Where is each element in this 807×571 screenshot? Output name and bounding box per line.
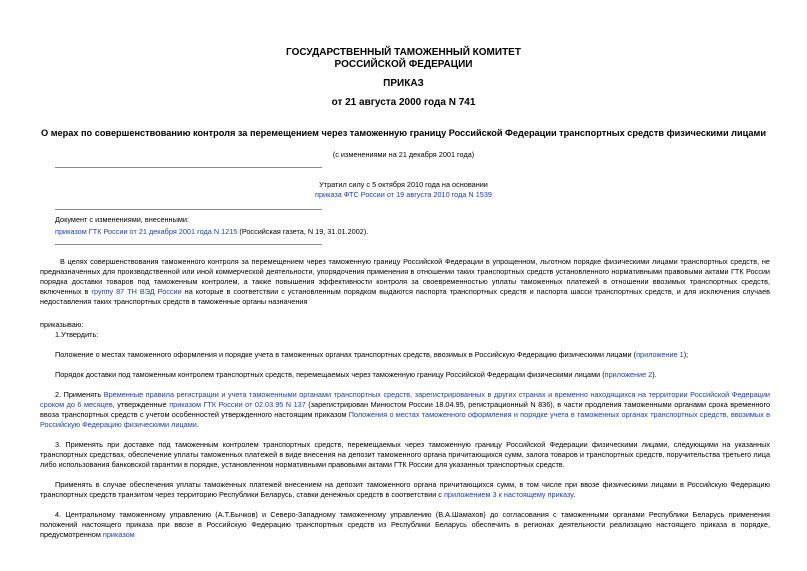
- tnved-group-link[interactable]: группу 87 ТН ВЭД России: [91, 287, 182, 296]
- preamble-paragraph: В целях совершенствования таможенного контроля за перемещением через таможенную границу Российской Федерации в упрощенном, льготном порядке физическими лицами транспортных средств, не предназначенных для производственной или иной коммерческой деятельности, упорядочения применения в отношении таких транспортных средств установленного нормативными правовыми актами ГТК России порядка доставки товаров под таможенным контролем, а также повышения эффективности контроля за своевременностью уплаты таможенных платежей в отношении ввозимых транспортных средств, включенных в группу 87 ТН ВЭД России на которые в соответствии с установленным порядком выдаются паспорта транспортных средств и паспорта шасси транспортных средств, и для исключения случаев недоставления таких транспортных средств в таможенные органы назначения: [40, 257, 771, 306]
- item1-heading: 1.Утвердить:: [55, 330, 99, 339]
- changes-line: [55, 227, 755, 237]
- amending-order-link[interactable]: приказом ГТК России от 21 декабря 2001 года N 1215: [55, 227, 238, 236]
- divider-bottom: [55, 244, 322, 245]
- item1-position-b: Порядок доставки под таможенным контролем транспортных средств, перемещаемых через таможенную границу Российской Федерации физическими лицами (приложение 2).: [55, 370, 657, 379]
- regulation-link[interactable]: Положения о местах таможенного оформления и порядке учета в таможенных органах транспортных средств, ввозимых в Российскую Федерацию физическими лицами: [40, 410, 770, 429]
- item3-paragraph: 3. Применять при доставке под таможенным контролем транспортных средств, перемещаемых через таможенную границу Российской Федерации физическими лицами, следующими на указанных транспортных средствах, обеспечение уплаты таможенных платежей в виде внесения на депозит таможенного органа причитающихся сумм, залога товаров и транспортных средств, поручительства третьего лица либо использования банковской гарантии в порядке, установленном нормативными правовыми актами ГТК России для указанных транспортных средств.: [40, 440, 770, 469]
- doc-date: от 21 августа 2000 года N 741: [331, 97, 476, 108]
- org-name-line1: ГОСУДАРСТВЕННЫЙ ТАМОЖЕННЫЙ КОМИТЕТ: [286, 47, 521, 58]
- divider-top: [55, 167, 322, 168]
- appendix3-link[interactable]: приложением 3 к настоящему приказу: [443, 490, 574, 499]
- repeal-order-link[interactable]: приказа ФТС России от 19 августа 2010 года N 1539: [315, 190, 492, 199]
- amending-order-source: (Российская газета, N 19, 31.01.2002).: [237, 227, 369, 236]
- item3-second-paragraph: Применять в случае обеспечения уплаты таможенных платежей внесением на депозит таможенного органа причитающихся сумм, в том числе при ввозе физическими лицами в Российскую Федерацию транспортных средств транзитом через территорию Республики Беларусь, ставки денежных средств в соответствии с приложением 3 к настоящему приказу.: [40, 480, 770, 499]
- item4-order-link[interactable]: приказом: [102, 530, 135, 539]
- doc-title: О мерах по совершенствованию контроля за перемещением через таможенную границу Российской Федерации транспортных средств физическими лицами: [41, 128, 766, 138]
- order-word: приказываю:: [40, 320, 84, 329]
- doc-type: ПРИКАЗ: [383, 78, 424, 89]
- repeal-note: Утратил силу с 5 октября 2010 года на основании: [319, 180, 488, 189]
- item2-paragraph: 2. Применять Временные правила регистрации и учета таможенными органами транспортных средств, зарегистрированных в других странах и временно находящихся на территории Российской Федерации сроком до 6 месяцев, утвержденные приказом ГТК России от 02.03.95 N 137 (зарегистрирован Минюстом России 18.04.95, регистрационный N 836), в части продления таможенными органами срока временного ввоза транспортных средств с учетом особенностей утвержденного настоящим приказом Положения о местах таможенного оформления и порядке учета в таможенных органах транспортных средств, ввозимых в Российскую Федерацию физическими лицами.: [40, 390, 771, 429]
- item1-position-a: Положение о местах таможенного оформления и порядке учета в таможенных органах транспортных средств, ввозимых в Российскую Федерацию физическими лицами (приложение 1);: [55, 350, 689, 359]
- amendment-note: (с изменениями на 21 декабря 2001 года): [332, 150, 475, 159]
- divider-middle: [55, 209, 322, 210]
- temporary-rules-link[interactable]: Временные правила регистрации и учета таможенными органами транспортных средств, зарегистрированных в других странах и временно находящихся на территории Российской Федерации сроком до 6 месяцев: [40, 390, 770, 409]
- item4-paragraph: 4. Центральному таможенному управлению (А.Т.Бычков) и Северо-Западному таможенному управлению (В.А.Шамахов) до согласования с таможенными органами Республики Беларусь применения положений настоящего приказа при ввозе в Российскую Федерацию транспортных средств из Республики Беларусь обеспечить в регионах деятельности реализацию настоящего приказа в порядке, предусмотренном приказом: [40, 510, 770, 539]
- appendix2-link[interactable]: приложение 2: [604, 370, 653, 379]
- order-137-link[interactable]: приказом ГТК России от 02.03.95 N 137: [169, 400, 306, 409]
- repeal-link-line: [0, 190, 807, 200]
- org-name-line2: РОССИЙСКОЙ ФЕДЕРАЦИИ: [334, 59, 473, 70]
- appendix1-link[interactable]: приложение 1: [636, 350, 684, 359]
- changes-intro: Документ с изменениями, внесенными:: [55, 215, 189, 224]
